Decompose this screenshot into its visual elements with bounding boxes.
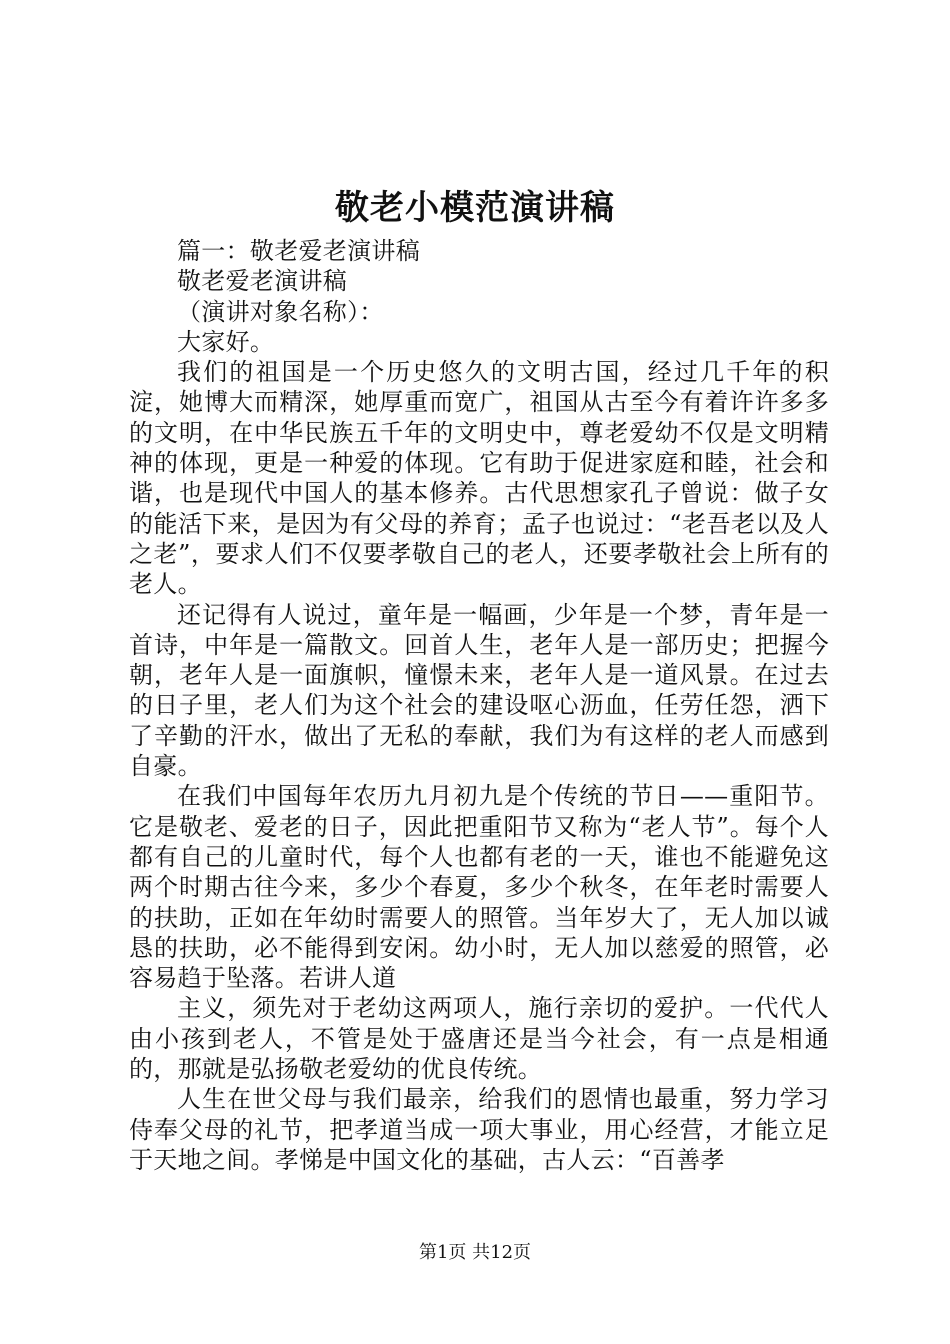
paragraph: 主义，须先对于老幼这两项人，施行亲切的爱护。一代代人由小孩到老人，不管是处于盛唐还是当今社会，有一点是相通的，那就是弘扬敬老爱幼的优良传统。 [129,994,829,1084]
paragraph: 人生在世父母与我们最亲，给我们的恩情也最重，努力学习侍奉父母的礼节，把孝道当成一项大事业，用心经营，才能立足于天地之间。孝悌是中国文化的基础，古人云：“百善孝 [129,1085,829,1174]
paragraph: 在我们中国每年农历九月初九是个传统的节日——重阳节。它是敬老、爱老的日子，因此把重阳节又称为“老人节”。每个人都有自己的儿童时代，每个人也都有老的一天，谁也不能避免这两个时期古往今来，多少个春夏，多少个秋冬，在年老时需要人的扶助，正如在年幼时需要人的照管。当年岁大了，无人加以诚恳的扶助，必不能得到安闲。幼小时，无人加以慈爱的照管，必容易趋于坠落。若讲人道 [129,782,829,993]
document-body [129,236,829,1175]
paragraph: 大家好。 [177,327,275,356]
paragraph: 篇一：敬老爱老演讲稿 [177,237,420,265]
paragraph: 敬老爱老演讲稿 [177,267,348,296]
paragraph: （演讲对象名称）： [177,297,384,326]
paragraph: 我们的祖国是一个历史悠久的文明古国，经过几千年的积淀，她博大而精深，她厚重而宽广，祖国从古至今有着许许多多的文明，在中华民族五千年的文明史中，尊老爱幼不仅是文明精神的体现，更是一种爱的体现。它有助于促进家庭和睦，社会和谐，也是现代中国人的基本修养。古代思想家孔子曾说：做子女的能活下来，是因为有父母的养育；孟子也说过：“老吾老以及人之老”，要求人们不仅要孝敬自己的老人，还要孝敬社会上所有的老人。 [129,358,829,599]
paragraph: 还记得有人说过，童年是一幅画，少年是一个梦，青年是一首诗，中年是一篇散文。回首人生，老年人是一部历史；把握今朝，老年人是一面旗帜，憧憬未来，老年人是一道风景。在过去的日子里，老人们为这个社会的建设呕心沥血，任劳任怨，洒下了辛勤的汗水，做出了无私的奉献，我们为有这样的老人而感到自豪。 [129,600,829,781]
document-title: 敬老小模范演讲稿 [335,188,615,228]
page-footer: 第1页 共12页 [418,1242,532,1263]
